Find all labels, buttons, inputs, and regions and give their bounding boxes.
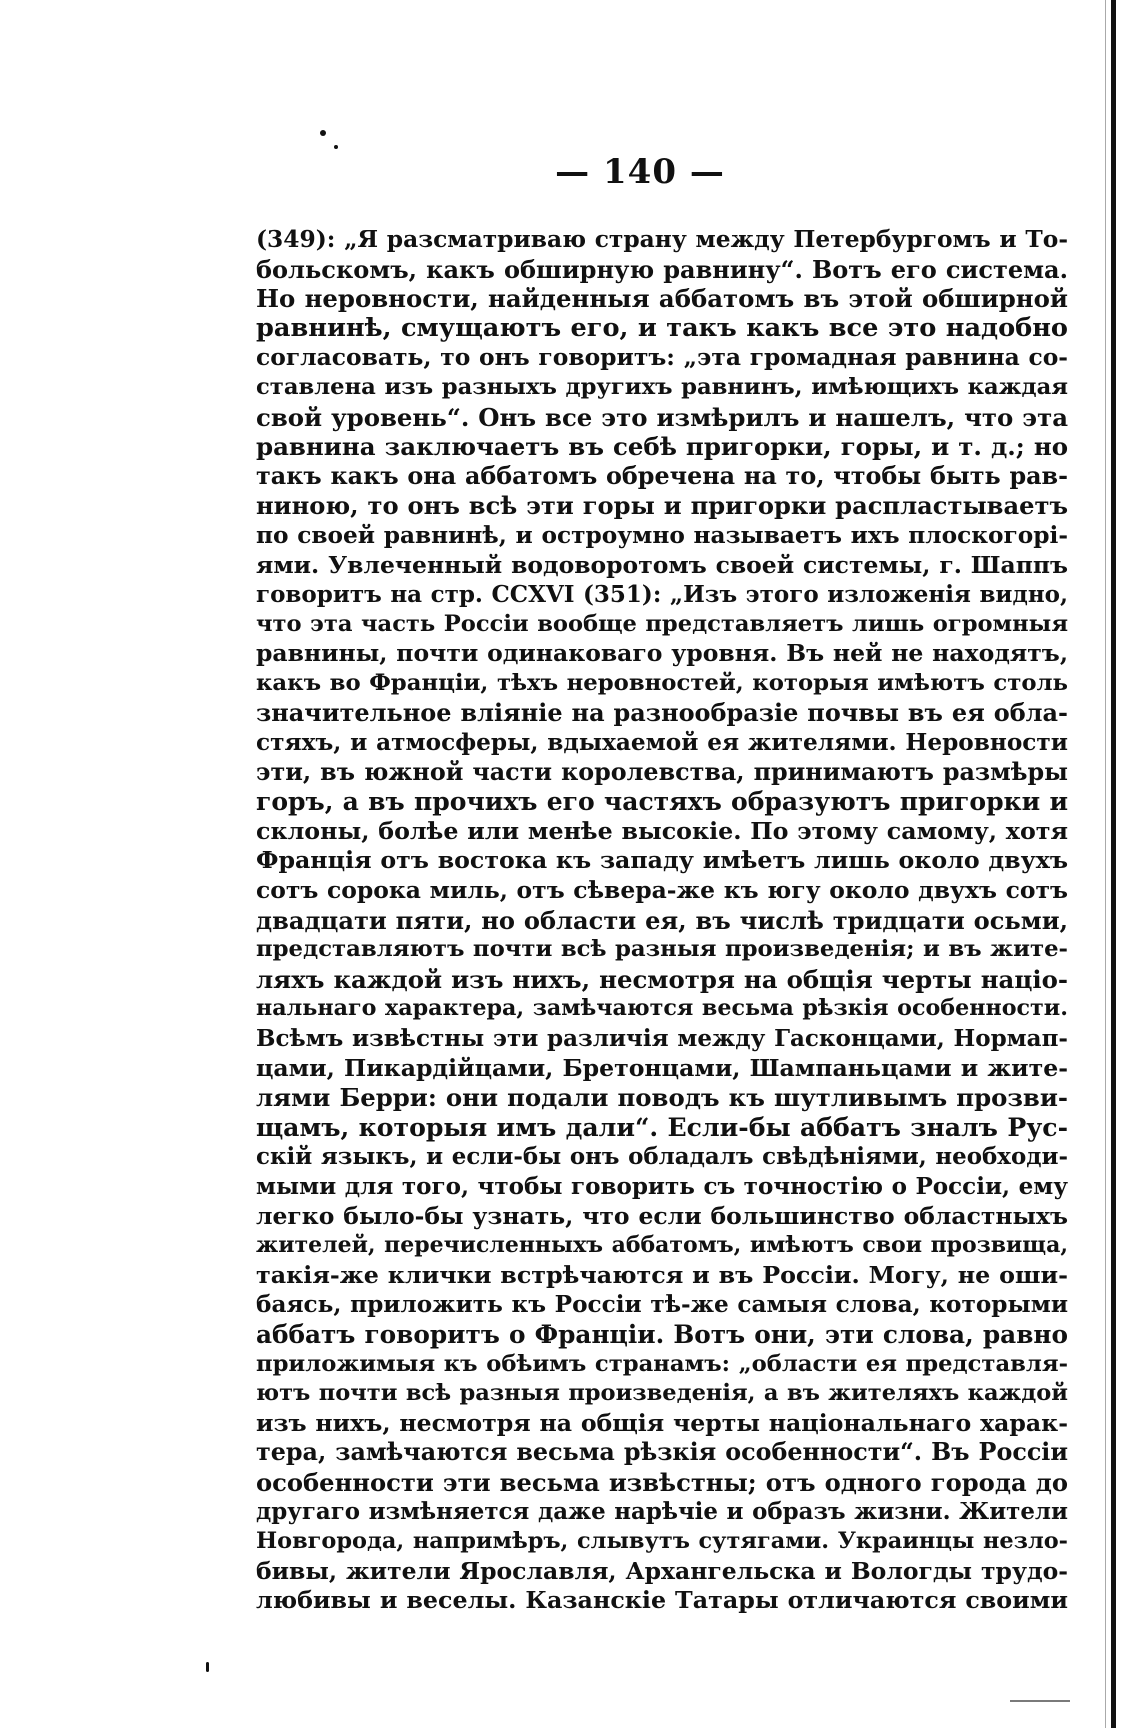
text-line: Франція отъ востока къ западу имѣетъ лишь около двухъ — [256, 846, 1068, 875]
text-line: какъ во Франціи, тѣхъ неровностей, которыя имѣютъ столь — [256, 669, 1068, 696]
text-line: ниною, то онъ всѣ эти горы и пригорки распластываетъ — [256, 491, 1068, 521]
text-line: баясь, приложить къ Россіи тѣ-же самыя слова, которыми — [256, 1291, 1068, 1319]
text-line: скій языкъ, и если-бы онъ обладалъ свѣдѣніями, необходи- — [256, 1143, 1068, 1171]
text-line: равнины, почти одинаковаго уровня. Въ ней не находятъ, — [256, 639, 1068, 668]
text-line: больскомъ, какъ обширную равнину“. Вотъ его система. — [256, 254, 1068, 284]
text-line: лями Берри: они подали поводъ къ шутливымъ прозви- — [256, 1083, 1068, 1113]
text-line: Всѣмъ извѣстны эти различія между Гасконцами, Нормап- — [256, 1025, 1068, 1053]
text-line: Новгорода, напримѣръ, слывутъ сутягами. Украинцы незло- — [256, 1528, 1068, 1555]
text-line: говоритъ на стр. CCXVI (351): „Изъ этого изложенія видно, — [256, 581, 1068, 609]
text-line: такія-же клички встрѣчаются и въ Россіи. Могу, не оши- — [256, 1260, 1068, 1289]
text-line: представляютъ почти всѣ разныя произведенія; и въ жите- — [256, 936, 1068, 963]
text-line: ями. Увлеченный водоворотомъ своей системы, г. Шаппъ — [256, 550, 1068, 579]
text-line: что эта часть Россіи вообще представляетъ лишь огромныя — [256, 610, 1068, 637]
text-line: такъ какъ она аббатомъ обречена на то, чтобы быть рав- — [256, 461, 1068, 490]
text-line: стяхъ, и атмосферы, вдыхаемой ея жителями. Неровности — [256, 729, 1068, 757]
ink-speck — [206, 1662, 209, 1672]
text-line: Но неровности, найденныя аббатомъ въ этой обширной — [256, 284, 1068, 314]
text-line: двадцати пяти, но области ея, въ числѣ тридцати осьми, — [256, 905, 1068, 935]
text-line: любивы и веселы. Казанскіе Татары отличаются своими — [256, 1586, 1068, 1615]
body-text — [256, 225, 1068, 1616]
text-line: ютъ почти всѣ разныя произведенія, а въ жителяхъ каждой — [256, 1380, 1068, 1407]
text-line: свой уровень“. Онъ все это измѣрилъ и нашелъ, что эта — [256, 402, 1068, 432]
ink-smudge — [1010, 1700, 1070, 1702]
text-line: горъ, а въ прочихъ его частяхъ образуютъ пригорки и — [256, 787, 1068, 817]
text-line: нальнаго характера, замѣчаются весьма рѣзкія особенности. — [256, 995, 1068, 1022]
text-line: ляхъ каждой изъ нихъ, несмотря на общія черты націо- — [256, 964, 1068, 994]
text-line: склоны, болѣе или менѣе высокіе. По этому самому, хотя — [256, 816, 1068, 845]
text-line: цами, Пикардійцами, Бретонцами, Шампаньцами и жите- — [256, 1053, 1068, 1082]
text-line: по своей равнинѣ, и остроумно называетъ ихъ плоскогорі- — [256, 521, 1068, 549]
ink-speck — [334, 145, 338, 149]
text-line: эти, въ южной части королевства, принимаютъ размѣры — [256, 757, 1068, 786]
text-line: щамъ, которыя имъ дали“. Если-бы аббатъ зналъ Рус- — [256, 1111, 1068, 1142]
text-line: согласовать, то онъ говоритъ: „эта громадная равнина со- — [256, 343, 1068, 372]
text-line: значительное вліяніе на разнообразіе почвы въ ея обла- — [256, 698, 1068, 727]
text-line: сотъ сорока миль, отъ сѣвера-же къ югу около двухъ сотъ — [256, 876, 1068, 905]
text-line: (349): „Я разсматриваю страну между Петербургомъ и То- — [256, 225, 1068, 253]
page-number: — 140 — — [555, 152, 725, 192]
text-line: равнинѣ, смущаютъ его, и такъ какъ все это надобно — [256, 312, 1068, 343]
text-line: равнина заключаетъ въ себѣ пригорки, горы, и т. д.; но — [256, 432, 1068, 462]
text-line: приложимыя къ обѣимъ странамъ: „области ея представля- — [256, 1350, 1068, 1377]
text-line: тера, замѣчаются весьма рѣзкія особенности“. Въ Россіи — [256, 1438, 1068, 1467]
text-line: ставлена изъ разныхъ другихъ равнинъ, имѣющихъ каждая — [256, 373, 1068, 400]
text-line: другаго измѣняется даже нарѣчіе и образъ жизни. Жители — [256, 1498, 1068, 1525]
text-line: изъ нихъ, несмотря на общія черты національнаго харак- — [256, 1408, 1068, 1437]
text-line: особенности эти весьма извѣстны; отъ одного города до — [256, 1467, 1068, 1497]
text-line: мыми для того, чтобы говорить съ точностію о Россіи, ему — [256, 1173, 1068, 1200]
text-line: аббатъ говоритъ о Франціи. Вотъ они, эти слова, равно — [256, 1319, 1068, 1349]
page-edge-rule — [1111, 0, 1116, 1728]
text-line: бивы, жители Ярославля, Архангельска и Вологды трудо- — [256, 1556, 1068, 1585]
text-line: жителей, перечисленныхъ аббатомъ, имѣютъ свои прозвища, — [256, 1232, 1068, 1259]
ink-speck — [320, 130, 326, 136]
text-line: легко было-бы узнать, что если большинство областныхъ — [256, 1201, 1068, 1230]
